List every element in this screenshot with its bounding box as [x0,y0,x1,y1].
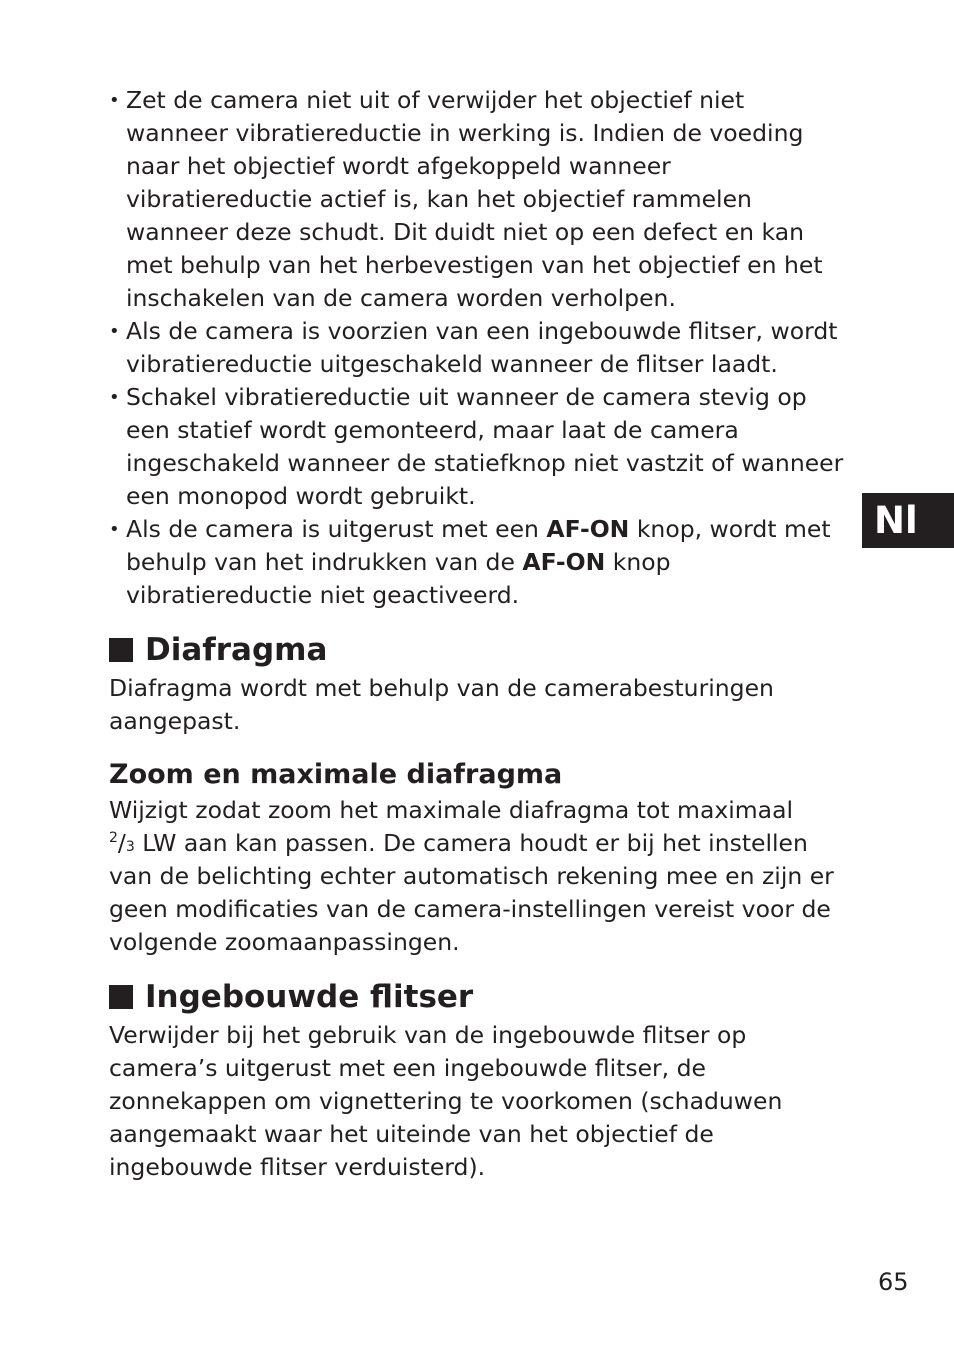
text-run: Als de camera is uitgerust met een [126,515,547,543]
text-run: LW aan kan passen. De camera houdt er bij het instellen van de belichting echter automatisch rekening mee en zijn er geen modificaties van de camera-instellingen vereist voor de volgende zoomaanpassingen. [109,829,834,956]
fraction-slash: / [117,829,126,857]
flitser-paragraph: Verwijder bij het gebruik van de ingebouwde flitser op camera’s uitgerust met een ingebouwde flitser, de zonnekappen om vignettering te voorkomen (schaduwen aangemaakt waar het uiteinde van het objectief de ingebouwde flitser verduisterd). [109,1021,783,1181]
text-run: Wijzigt zodat zoom het maximale diafragma tot maximaal [109,796,794,824]
section-title: Diafragma [145,632,328,668]
af-on-button-label: AF-ON [546,515,630,543]
language-tab: Nl [862,493,954,548]
page-content [109,84,849,1184]
list-item: • Zet de camera niet uit of verwijder het objectief niet wanneer vibratiereductie in werking is. Indien de voeding naar het objectief wordt afgekoppeld wanneer vibratiereductie actief is, kan het objectief rammelen wanneer deze schudt. Dit duidt niet op een defect en kan met behulp van het herbevestigen van het objectief en het inschakelen van de camera worden verholpen. [109,84,849,315]
precautions-list [109,84,849,612]
square-bullet-icon [109,985,133,1009]
af-on-button-label: AF-ON [522,548,606,576]
diafragma-paragraph: Diafragma wordt met behulp van de camerabesturingen aangepast. [109,674,774,735]
list-item [109,513,849,612]
page-number: 65 [878,1268,909,1296]
square-bullet-icon [109,638,133,662]
fraction-denominator: 3 [125,839,135,855]
text-run: knop vibratiereductie niet geactiveerd. [126,548,671,609]
list-item: • Als de camera is voorzien van een ingebouwde flitser, wordt vibratiereductie uitgeschakeld wanneer de flitser laadt. [109,315,849,381]
list-item: • Schakel vibratiereductie uit wanneer de camera stevig op een statief wordt gemonteerd, maar laat de camera ingeschakeld wanneer de statiefknop niet vastzit of wanneer een monopod wordt gebruikt. [109,381,849,513]
section-title: Ingebouwde flitser [145,979,474,1015]
fraction-numerator: 2 [109,830,118,846]
subheading-zoom: Zoom en maximale diafragma [109,759,563,790]
text-run: knop, wordt met behulp van het indrukken van de [126,515,831,576]
zoom-paragraph [109,794,849,959]
section-heading-diafragma [109,628,849,672]
section-heading-flitser [109,975,849,1019]
